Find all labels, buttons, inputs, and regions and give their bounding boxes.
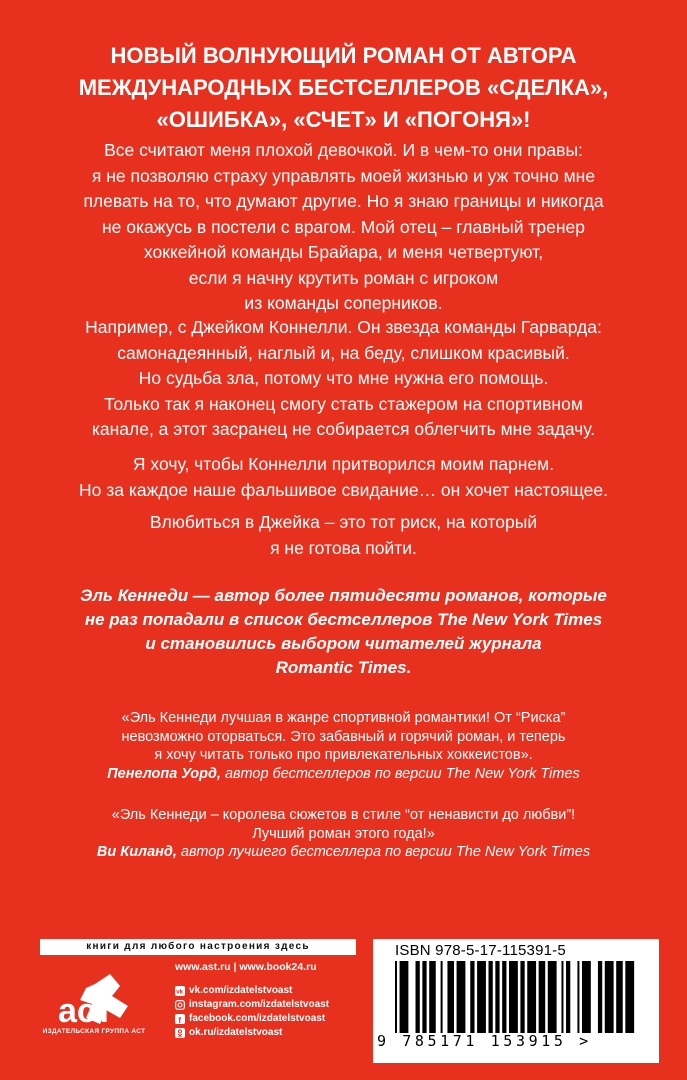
logo-text: аст xyxy=(58,992,113,1030)
isbn-barcode-box xyxy=(373,939,659,1063)
blurb-line: из команды соперников. xyxy=(244,293,443,313)
quote-line: «Эль Кеннеди лучшая в жанре спортивной романтики! От “Риска” xyxy=(121,710,566,726)
social-link-vk[interactable] xyxy=(175,984,329,998)
barcode-bar xyxy=(577,961,579,1033)
barcode-bar xyxy=(561,961,563,1033)
headline-line: МЕЖДУНАРОДНЫХ БЕСТСЕЛЛЕРОВ «СДЕЛКА», xyxy=(78,75,609,100)
social-link-ok[interactable] xyxy=(175,1026,329,1040)
blurb-line: если я начну крутить роман с игроком xyxy=(188,267,499,288)
social-links xyxy=(175,984,329,1040)
author-bio-line: не раз попадали в список бестселлеров The New York Times xyxy=(84,610,603,629)
headline-line: «ОШИБКА», «СЧЕТ» И «ПОГОНЯ»! xyxy=(156,107,531,132)
reviewer-name: Пенелопа Уорд, xyxy=(107,765,221,782)
isbn-number: ISBN 978-5-17-115391-5 xyxy=(395,942,566,959)
reviewer-credential: автор бестселлеров по версии The New York Times xyxy=(220,765,580,782)
blurb-line: Я хочу, чтобы Коннелли притворился моим парнем. xyxy=(132,454,555,474)
social-link-text: vk.com/izdatelstvoast xyxy=(189,985,293,996)
reviewer-credential: автор лучшего бестселлера по версии The New York Times xyxy=(176,844,591,860)
author-bio-line: и становились выбором читателей журнала xyxy=(145,634,542,653)
barcode-bar xyxy=(548,961,557,1033)
social-link-instagram[interactable] xyxy=(175,998,329,1012)
social-link-text: instagram.com/izdatelstvoast xyxy=(189,999,330,1010)
barcode-bar xyxy=(502,961,506,1033)
barcode-bar xyxy=(495,961,499,1033)
blurb-line: Все считают меня плохой девочкой. И в чем-то они правы: xyxy=(104,140,583,160)
facebook-icon xyxy=(175,1014,185,1024)
blurb-paragraph-2 xyxy=(30,315,657,443)
blurb-line: я не позволяю страху управлять моей жизнью и уж точно мне xyxy=(91,165,596,186)
reviewer-name: Ви Киланд, xyxy=(96,844,177,860)
publisher-websites[interactable]: www.ast.ru | www.book24.ru xyxy=(175,961,317,973)
barcode-bar xyxy=(422,961,426,1033)
barcode-bar xyxy=(582,961,591,1033)
vk-icon xyxy=(175,986,185,996)
barcode-bar xyxy=(605,961,614,1033)
barcode-bar xyxy=(470,961,474,1033)
review-quote-1 xyxy=(30,709,657,783)
blurb-line: Но судьба зла, потому что мне нужна его помощь. xyxy=(138,368,549,388)
publisher-tagline: книги для любого настроения здесь xyxy=(40,939,356,955)
blurb-line: я не готова пойти. xyxy=(270,537,417,558)
barcode-bar xyxy=(400,961,409,1033)
barcode-bar xyxy=(441,961,443,1033)
barcode-bar xyxy=(457,961,466,1033)
ok-icon xyxy=(175,1028,185,1038)
author-bio-line: Эль Кеннеди — автор более пятидесяти романов, которые xyxy=(80,586,607,605)
barcode-bar xyxy=(477,961,486,1033)
author-bio-line: Romantic Times. xyxy=(275,658,412,677)
social-link-facebook[interactable] xyxy=(175,1012,329,1026)
blurb-line: Влюбиться в Джейка – это тот риск, на который xyxy=(149,512,538,532)
barcode-bar xyxy=(447,961,454,1033)
barcode-bar xyxy=(598,961,602,1033)
quote-line: Лучший роман этого года!» xyxy=(252,825,435,842)
blurb-line: плевать на то, что думают другие. Но я знаю границы и никогда xyxy=(83,191,604,211)
publisher-logo-caption: ИЗДАТЕЛЬСКАЯ ГРУППА АСТ xyxy=(42,1028,146,1035)
blurb-paragraph-4 xyxy=(30,510,657,561)
svg-text:f: f xyxy=(178,1015,182,1024)
barcode-bar xyxy=(527,961,536,1033)
barcode-bar xyxy=(489,961,493,1033)
review-quote-2 xyxy=(30,806,657,862)
blurb-paragraph-3 xyxy=(30,452,657,503)
quote-line: я хочу читать только про привлекательных хоккеистов». xyxy=(154,747,533,763)
barcode-bar xyxy=(416,961,420,1033)
blurb-line: Только так я наконец смогу стать стажером на спортивном xyxy=(104,393,583,414)
blurb-line: канале, а этот засранец не собирается облегчить мне задачу. xyxy=(91,419,596,439)
barcode-bar xyxy=(429,961,436,1033)
barcode-bar xyxy=(625,961,634,1033)
barcode-bar xyxy=(509,961,518,1033)
quote-line: «Эль Кеннеди – королева сюжетов в стиле “от ненависти до любви”! xyxy=(111,807,576,823)
headline-line: НОВЫЙ ВОЛНУЮЩИЙ РОМАН ОТ АВТОРА xyxy=(110,43,577,68)
svg-text:vk: vk xyxy=(176,989,183,996)
blurb-line: хоккейной команды Брайара, и меня четвертуют, xyxy=(143,242,544,262)
author-bio xyxy=(30,584,657,680)
blurb-line: Но за каждое наше фальшивое свидание… он хочет настоящее. xyxy=(79,479,608,500)
headline xyxy=(30,40,657,136)
barcode-bar xyxy=(539,961,546,1033)
barcode-bar xyxy=(566,961,570,1033)
blurb-paragraph-1 xyxy=(30,138,657,317)
quote-attribution xyxy=(30,843,657,862)
social-link-text: facebook.com/izdatelstvoast xyxy=(189,1013,326,1024)
barcode-bar xyxy=(395,961,397,1033)
social-link-text: ok.ru/izdatelstvoast xyxy=(189,1027,283,1038)
barcode-icon xyxy=(395,961,639,1033)
blurb-line: Например, с Джейком Коннелли. Он звезда команды Гарварда: xyxy=(85,317,602,337)
blurb-line: самонадеянный, наглый и, на беду, слишком красивый. xyxy=(117,342,570,363)
barcode-digits: 9 785171 153915 > xyxy=(377,1032,592,1050)
quote-line: невозможно оторваться. Это забавный и горячий роман, и теперь xyxy=(121,728,566,745)
barcode-bar xyxy=(616,961,623,1033)
instagram-icon xyxy=(175,1000,185,1010)
barcode-bar xyxy=(520,961,524,1033)
quote-attribution xyxy=(30,765,657,784)
blurb-line: не окажусь в постели с врагом. Мой отец – главный тренер xyxy=(101,216,585,237)
